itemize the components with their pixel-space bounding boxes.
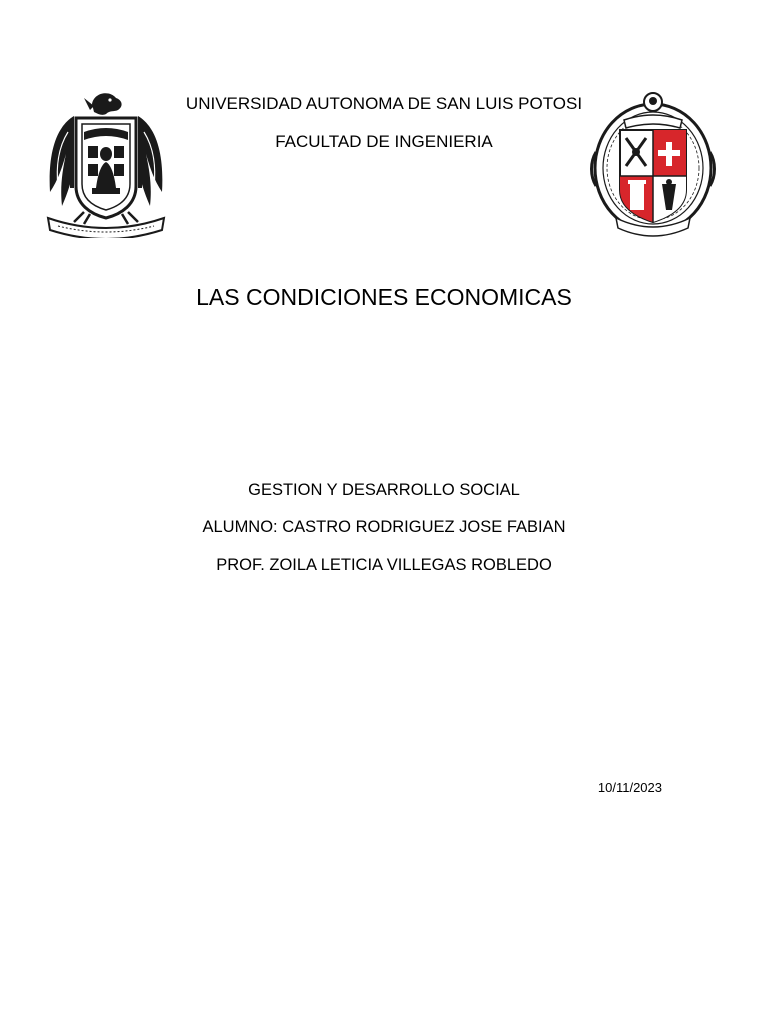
document-date: 10/11/2023: [597, 780, 662, 795]
student-name: ALUMNO: CASTRO RODRIGUEZ JOSE FABIAN: [202, 518, 566, 536]
document-title: LAS CONDICIONES ECONOMICAS: [196, 284, 572, 310]
professor-name: PROF. ZOILA LETICIA VILLEGAS ROBLEDO: [216, 556, 552, 574]
subject-name: GESTION Y DESARROLLO SOCIAL: [248, 481, 520, 499]
university-name: UNIVERSIDAD AUTONOMA DE SAN LUIS POTOSI: [185, 94, 583, 113]
faculty-name: FACULTAD DE INGENIERIA: [275, 132, 493, 151]
